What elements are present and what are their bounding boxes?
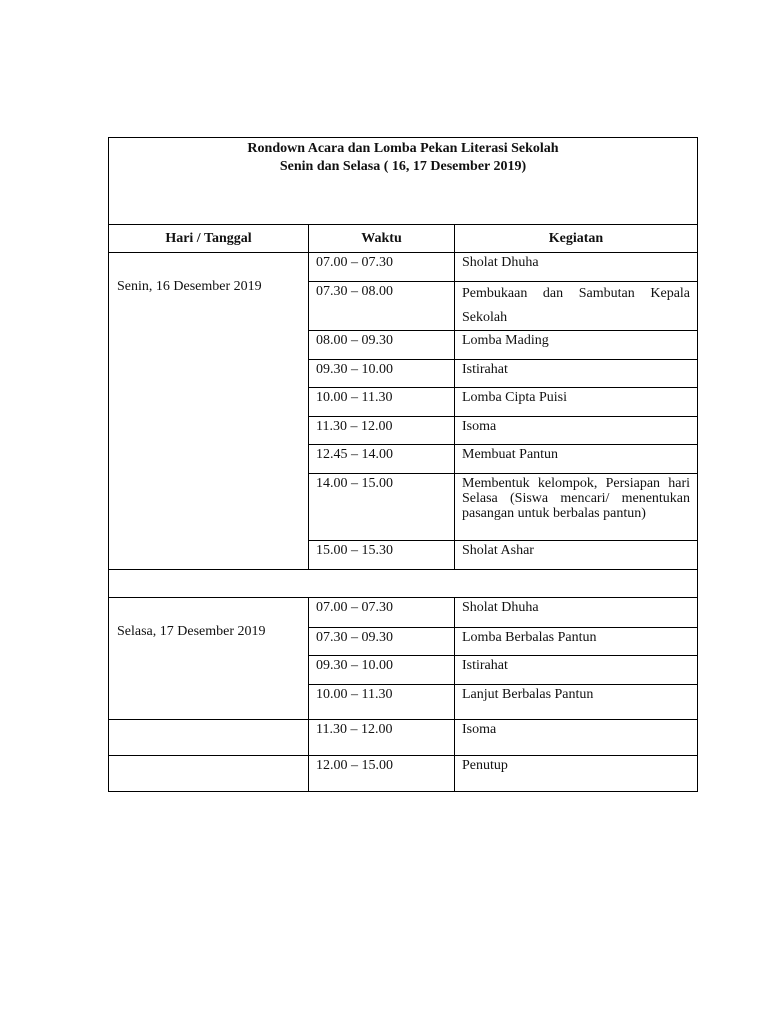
activity-cell: Sholat Dhuha (455, 598, 698, 628)
time-cell: 09.30 – 10.00 (309, 656, 455, 685)
day1-label: Senin, 16 Desember 2019 (109, 253, 309, 570)
time-cell: 10.00 – 11.30 (309, 388, 455, 417)
time-cell: 07.30 – 09.30 (309, 628, 455, 656)
table-row (109, 756, 698, 792)
time-cell: 07.30 – 08.00 (309, 282, 455, 331)
activity-cell: Lomba Berbalas Pantun (455, 628, 698, 656)
activity-cell: Penutup (455, 756, 698, 792)
time-cell: 12.45 – 14.00 (309, 445, 455, 474)
title-line-1: Rondown Acara dan Lomba Pekan Literasi Sekolah (247, 141, 559, 156)
table-row (109, 253, 698, 282)
activity-cell: Sholat Dhuha (455, 253, 698, 282)
activity-cell: Membuat Pantun (455, 445, 698, 474)
time-cell: 09.30 – 10.00 (309, 360, 455, 388)
activity-cell: Isoma (455, 720, 698, 756)
schedule-table (108, 137, 698, 792)
empty-day-cell (109, 756, 309, 792)
time-cell: 12.00 – 15.00 (309, 756, 455, 792)
table-row (109, 720, 698, 756)
activity-cell: Pembukaan dan Sambutan Kepala Sekolah (455, 282, 698, 331)
time-cell: 15.00 – 15.30 (309, 541, 455, 570)
header-time: Waktu (309, 225, 455, 253)
activity-cell: Istirahat (455, 656, 698, 685)
activity-cell: Isoma (455, 417, 698, 445)
time-cell: 14.00 – 15.00 (309, 474, 455, 541)
header-activity: Kegiatan (455, 225, 698, 253)
activity-cell: Lanjut Berbalas Pantun (455, 685, 698, 720)
separator-cell (109, 570, 698, 598)
time-cell: 07.00 – 07.30 (309, 253, 455, 282)
header-day: Hari / Tanggal (109, 225, 309, 253)
activity-cell: Istirahat (455, 360, 698, 388)
activity-cell: Lomba Cipta Puisi (455, 388, 698, 417)
table-row (109, 598, 698, 628)
activity-cell: Membentuk kelompok, Persiapan hari Selasa (Siswa mencari/ menentukan pasangan untuk berbalas pantun) (455, 474, 698, 541)
table-title (109, 138, 698, 225)
activity-cell: Lomba Mading (455, 331, 698, 360)
header-row (109, 225, 698, 253)
time-cell: 08.00 – 09.30 (309, 331, 455, 360)
title-line-2: Senin dan Selasa ( 16, 17 Desember 2019) (279, 159, 527, 174)
title-row (109, 138, 698, 225)
day2-label: Selasa, 17 Desember 2019 (109, 598, 309, 720)
time-cell: 10.00 – 11.30 (309, 685, 455, 720)
time-cell: 07.00 – 07.30 (309, 598, 455, 628)
separator-row (109, 570, 698, 598)
time-cell: 11.30 – 12.00 (309, 720, 455, 756)
activity-cell: Sholat Ashar (455, 541, 698, 570)
empty-day-cell (109, 720, 309, 756)
time-cell: 11.30 – 12.00 (309, 417, 455, 445)
